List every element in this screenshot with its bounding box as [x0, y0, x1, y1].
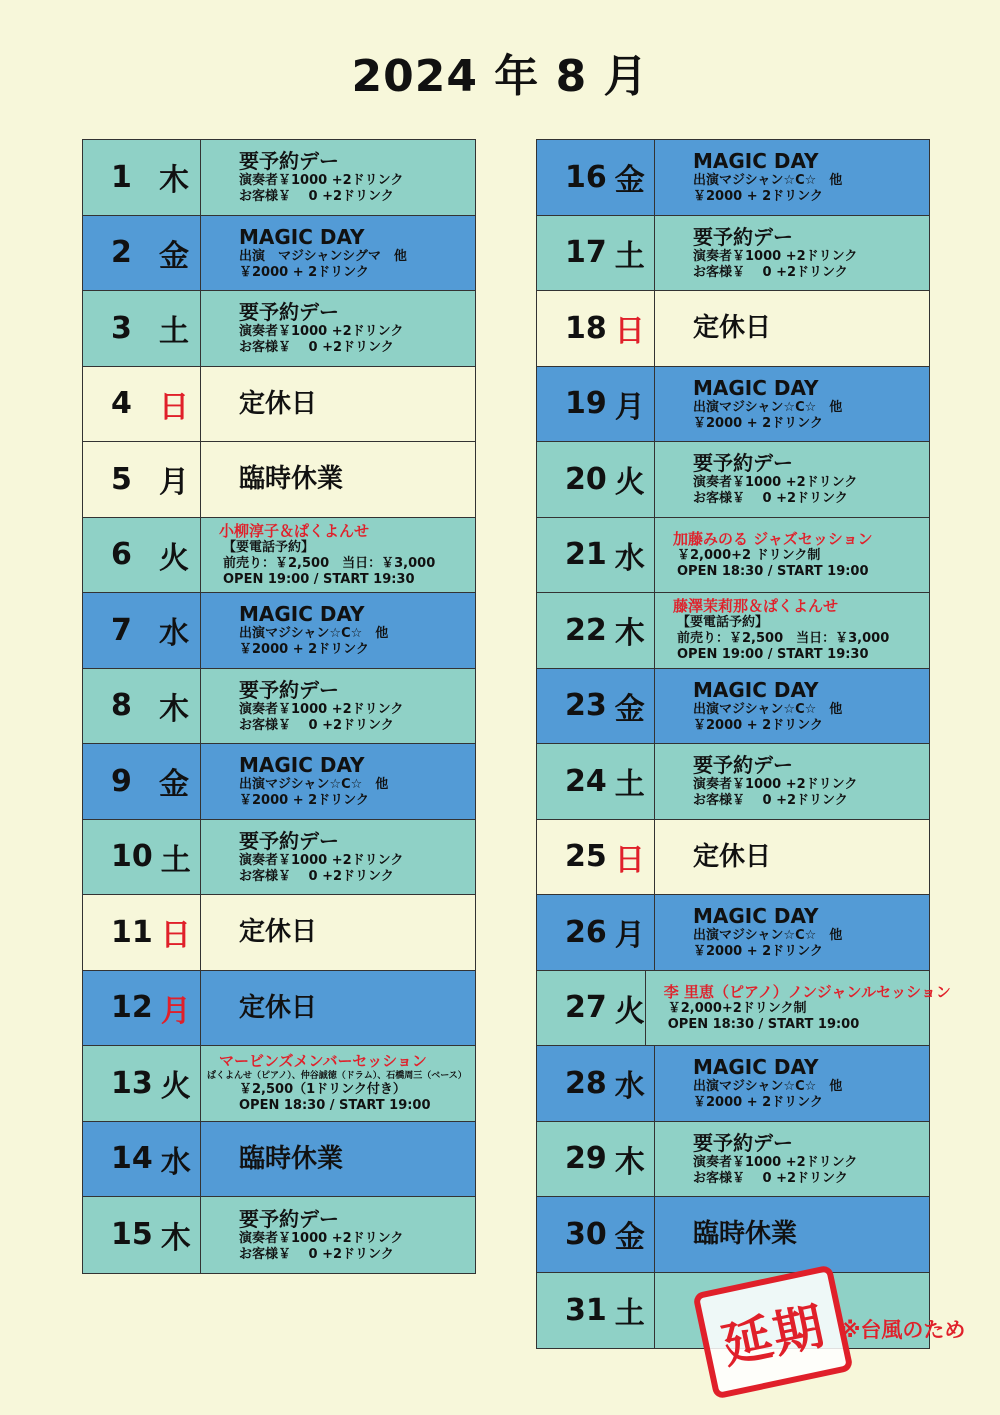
weekday-label: 火 [160, 1069, 191, 1105]
event-members: ぱくよんせ（ピアノ）、仲谷誠徳（ドラム）、石橋周三（ベース） [207, 1071, 467, 1082]
event-detail: ￥2000 + 2ドリンク [239, 264, 369, 280]
schedule-row [83, 669, 475, 745]
event-detail: 出演マジシャン☆C☆ 他 [693, 399, 843, 415]
date-cell [83, 518, 201, 593]
day-number: 18 [565, 310, 607, 346]
weekday-label: 日 [160, 918, 191, 954]
schedule-row [83, 1122, 475, 1198]
schedule-row [83, 1197, 475, 1273]
day-number: 11 [111, 914, 153, 950]
event-detail: お客様￥ 0 +2ドリンク [239, 340, 394, 356]
event-detail: ￥2000 + 2ドリンク [239, 793, 369, 809]
day-number: 29 [565, 1141, 607, 1177]
event-title: 臨時休業 [239, 1143, 344, 1174]
day-number: 10 [111, 839, 153, 875]
schedule-row [537, 971, 951, 1047]
event-detail: お客様￥ 0 +2ドリンク [239, 189, 394, 205]
date-cell [537, 1273, 655, 1349]
event-detail: OPEN 18:30 / START 19:00 [677, 563, 869, 579]
date-cell [537, 367, 655, 442]
event-detail: 演奏者￥1000 +2ドリンク [239, 852, 404, 868]
weekday-label: 土 [614, 238, 645, 274]
event-title: 定休日 [693, 841, 772, 872]
day-number: 22 [565, 612, 607, 648]
weekday-label: 水 [614, 1069, 645, 1105]
event-cell [201, 442, 475, 517]
event-detail: 演奏者￥1000 +2ドリンク [693, 475, 858, 491]
date-cell [83, 1197, 201, 1273]
page-title: 2024 年 8 月 [351, 51, 649, 102]
event-detail: ￥2,000+2ドリンク制 [667, 1000, 807, 1016]
date-cell [537, 442, 655, 517]
schedule-row [83, 593, 475, 669]
date-cell [537, 744, 655, 819]
event-title: 要予約デー [239, 1206, 339, 1231]
weekday-label: 金 [614, 163, 645, 199]
date-cell [83, 216, 201, 291]
event-detail: 演奏者￥1000 +2ドリンク [239, 173, 404, 189]
event-detail: OPEN 19:00 / START 19:30 [677, 647, 869, 663]
event-title: MAGIC DAY [693, 677, 819, 702]
day-number: 30 [565, 1216, 607, 1252]
day-number: 25 [565, 839, 607, 875]
date-cell [537, 140, 655, 215]
event-title: 要予約デー [693, 1130, 793, 1155]
event-cell [655, 895, 929, 970]
event-detail: OPEN 18:30 / START 19:00 [667, 1016, 860, 1032]
weekday-label: 木 [160, 1220, 191, 1256]
event-detail: ￥2000 + 2ドリンク [693, 1095, 823, 1111]
weekday-label: 水 [614, 540, 645, 576]
schedule-row [83, 367, 475, 443]
date-cell [537, 820, 655, 895]
schedule-row [537, 216, 929, 292]
event-title: 定休日 [239, 992, 318, 1023]
weekday-label: 土 [159, 314, 189, 350]
weekday-label: 金 [159, 238, 189, 274]
event-cell [201, 593, 475, 668]
day-number: 3 [111, 310, 132, 346]
event-detail: 出演マジシャン☆C☆ 他 [693, 928, 843, 944]
schedule-row [537, 518, 929, 594]
day-number: 26 [565, 914, 607, 950]
event-cell [655, 367, 929, 442]
schedule-row [83, 744, 475, 820]
day-number: 2 [111, 235, 132, 271]
event-detail: 演奏者￥1000 +2ドリンク [239, 1230, 404, 1246]
schedule-row [83, 820, 475, 896]
event-title: 要予約デー [693, 224, 793, 249]
weekday-label: 木 [614, 1144, 645, 1180]
date-cell [83, 291, 201, 366]
weekday-label: 日 [614, 314, 645, 350]
event-title: MAGIC DAY [239, 602, 365, 627]
date-cell [83, 1122, 201, 1197]
day-number: 5 [111, 461, 132, 497]
event-detail: お客様￥ 0 +2ドリンク [239, 717, 394, 733]
schedule-row [83, 895, 475, 971]
weekday-label: 火 [614, 993, 645, 1029]
day-number: 16 [565, 159, 607, 195]
event-detail: 出演マジシャン☆C☆ 他 [239, 777, 389, 793]
event-title: 要予約デー [239, 149, 339, 174]
event-detail: ￥2,500（1ドリンク付き） [239, 1082, 406, 1098]
schedule-row [537, 593, 929, 669]
event-cell [646, 971, 951, 1046]
day-number: 21 [565, 537, 607, 573]
schedule-right-column [536, 139, 951, 1349]
schedule-row [83, 140, 475, 216]
event-detail: お客様￥ 0 +2ドリンク [693, 491, 848, 507]
day-number: 27 [565, 990, 607, 1026]
event-cell [201, 1122, 475, 1197]
event-detail: ￥2,000+2 ドリンク制 [677, 547, 821, 563]
event-detail: 出演マジシャン☆C☆ 他 [693, 701, 843, 717]
date-cell [83, 669, 201, 744]
weekday-label: 土 [160, 842, 191, 878]
day-number: 6 [111, 537, 132, 573]
day-number: 23 [565, 688, 607, 724]
event-detail: 出演マジシャン☆C☆ 他 [693, 1079, 843, 1095]
event-detail: 出演マジシャン☆C☆ 他 [693, 173, 843, 189]
date-cell [537, 1197, 655, 1272]
weekday-label: 月 [160, 993, 191, 1029]
weekday-label: 金 [614, 1220, 645, 1256]
event-cell [655, 744, 929, 819]
date-cell [83, 1046, 201, 1121]
schedule-row [83, 1046, 475, 1122]
event-detail: 【要電話予約】 [677, 615, 769, 631]
event-title: MAGIC DAY [239, 224, 365, 249]
event-cell [201, 669, 475, 744]
day-number: 8 [111, 688, 132, 724]
schedule-row [537, 1046, 929, 1122]
postponed-stamp: 延期 [692, 1264, 853, 1399]
date-cell [83, 367, 201, 442]
day-number: 7 [111, 612, 132, 648]
event-detail: お客様￥ 0 +2ドリンク [693, 264, 848, 280]
event-cell [201, 140, 475, 215]
day-number: 4 [111, 386, 132, 422]
schedule-row [83, 971, 475, 1047]
date-cell [537, 1122, 655, 1197]
event-cell [201, 895, 475, 970]
day-number: 31 [565, 1292, 607, 1328]
event-detail: 演奏者￥1000 +2ドリンク [239, 324, 404, 340]
event-performer: マービンズメンバーセッション [219, 1052, 427, 1071]
date-cell [83, 744, 201, 819]
event-title: 要予約デー [239, 677, 339, 702]
event-title: 臨時休業 [239, 464, 344, 495]
weekday-label: 木 [614, 616, 645, 652]
date-cell [537, 1046, 655, 1121]
event-detail: 出演マジシャン☆C☆ 他 [239, 626, 389, 642]
schedule-row [537, 1197, 929, 1273]
event-cell [201, 1197, 475, 1273]
weekday-label: 土 [614, 1296, 645, 1332]
event-title: MAGIC DAY [693, 1055, 819, 1080]
event-cell [655, 216, 929, 291]
day-number: 14 [111, 1141, 153, 1177]
day-number: 19 [565, 386, 607, 422]
weekday-label: 金 [159, 767, 189, 803]
typhoon-note: ※台風のため [840, 1318, 966, 1342]
schedule-row [83, 291, 475, 367]
date-cell [537, 669, 655, 744]
schedule-row [537, 744, 929, 820]
schedule-row [537, 140, 929, 216]
event-cell [655, 140, 929, 215]
date-cell [537, 518, 655, 593]
event-detail: OPEN 18:30 / START 19:00 [239, 1098, 431, 1114]
date-cell [83, 593, 201, 668]
event-detail: OPEN 19:00 / START 19:30 [223, 571, 415, 587]
weekday-label: 木 [159, 163, 189, 199]
event-cell [655, 1122, 929, 1197]
schedule-row [537, 669, 929, 745]
event-cell [655, 442, 929, 517]
event-detail: 演奏者￥1000 +2ドリンク [239, 701, 404, 717]
weekday-label: 水 [160, 1144, 191, 1180]
event-title: MAGIC DAY [239, 753, 365, 778]
event-detail: お客様￥ 0 +2ドリンク [239, 1246, 394, 1262]
event-detail: ￥2000 + 2ドリンク [693, 717, 823, 733]
weekday-label: 金 [614, 691, 645, 727]
schedule-row [83, 442, 475, 518]
schedule-row [83, 518, 475, 594]
schedule-row [537, 895, 929, 971]
event-detail: 演奏者￥1000 +2ドリンク [693, 248, 858, 264]
event-detail: 演奏者￥1000 +2ドリンク [693, 1154, 858, 1170]
event-cell [201, 216, 475, 291]
event-cell [655, 291, 929, 366]
date-cell [537, 216, 655, 291]
event-cell [201, 367, 475, 442]
event-title: MAGIC DAY [693, 904, 819, 929]
day-number: 20 [565, 461, 607, 497]
weekday-label: 火 [159, 540, 189, 576]
event-detail: ￥2000 + 2ドリンク [693, 189, 823, 205]
day-number: 1 [111, 159, 132, 195]
event-cell [201, 971, 475, 1046]
event-performer: 李 里恵（ピアノ）ノンジャンルセッション [663, 982, 951, 1001]
date-cell [83, 140, 201, 215]
weekday-label: 土 [614, 767, 645, 803]
event-cell [201, 744, 475, 819]
date-cell [83, 971, 201, 1046]
event-title: 定休日 [693, 313, 772, 344]
event-cell [201, 291, 475, 366]
weekday-label: 火 [614, 465, 645, 501]
event-title: 要予約デー [693, 753, 793, 778]
event-detail: 演奏者￥1000 +2ドリンク [693, 777, 858, 793]
event-cell [655, 820, 929, 895]
event-cell [655, 669, 929, 744]
event-detail: ￥2000 + 2ドリンク [239, 642, 369, 658]
schedule-row [537, 367, 929, 443]
event-detail: 出演 マジシャンシグマ 他 [239, 248, 407, 264]
weekday-label: 日 [159, 389, 189, 425]
weekday-label: 月 [159, 465, 189, 501]
weekday-label: 水 [159, 616, 189, 652]
event-title: 定休日 [239, 917, 318, 948]
day-number: 13 [111, 1065, 153, 1101]
event-detail: 前売り：￥2,500 当日：￥3,000 [223, 555, 436, 571]
day-number: 24 [565, 763, 607, 799]
schedule-left-column [82, 139, 476, 1274]
event-cell [201, 518, 475, 593]
event-performer: 藤澤茉莉那＆ぱくよんせ [673, 597, 839, 616]
event-detail: 【要電話予約】 [223, 539, 315, 555]
event-title: 臨時休業 [693, 1219, 798, 1250]
date-cell [83, 895, 201, 970]
weekday-label: 木 [159, 691, 189, 727]
event-detail: ￥2000 + 2ドリンク [693, 944, 823, 960]
date-cell [83, 820, 201, 895]
date-cell [83, 442, 201, 517]
weekday-label: 月 [614, 389, 645, 425]
event-title: 定休日 [239, 388, 318, 419]
event-cell [655, 518, 929, 593]
day-number: 15 [111, 1217, 153, 1253]
schedule-row [537, 1122, 929, 1198]
event-detail: お客様￥ 0 +2ドリンク [693, 793, 848, 809]
event-title: 要予約デー [239, 828, 339, 853]
date-cell [537, 895, 655, 970]
event-detail: ￥2000 + 2ドリンク [693, 415, 823, 431]
schedule-row [537, 820, 929, 896]
event-title: 要予約デー [239, 300, 339, 325]
event-performer: 加藤みのる ジャズセッション [673, 529, 873, 548]
date-cell [537, 291, 655, 366]
event-title: MAGIC DAY [693, 149, 819, 174]
event-title: MAGIC DAY [693, 375, 819, 400]
schedule-row [83, 216, 475, 292]
event-cell [201, 1046, 475, 1121]
event-cell [655, 1197, 929, 1272]
date-cell [537, 593, 655, 668]
schedule-row [537, 442, 929, 518]
event-detail: お客様￥ 0 +2ドリンク [693, 1170, 848, 1186]
weekday-label: 月 [614, 918, 645, 954]
day-number: 12 [111, 990, 153, 1026]
event-cell [655, 1046, 929, 1121]
event-cell [655, 593, 929, 668]
event-performer: 小柳淳子＆ぱくよんせ [219, 521, 370, 540]
day-number: 28 [565, 1065, 607, 1101]
weekday-label: 日 [614, 842, 645, 878]
event-cell [201, 820, 475, 895]
schedule-row [537, 291, 929, 367]
day-number: 9 [111, 763, 132, 799]
day-number: 17 [565, 235, 607, 271]
date-cell [537, 971, 646, 1046]
event-detail: お客様￥ 0 +2ドリンク [239, 868, 394, 884]
event-title: 要予約デー [693, 451, 793, 476]
event-detail: 前売り：￥2,500 当日：￥3,000 [677, 631, 890, 647]
